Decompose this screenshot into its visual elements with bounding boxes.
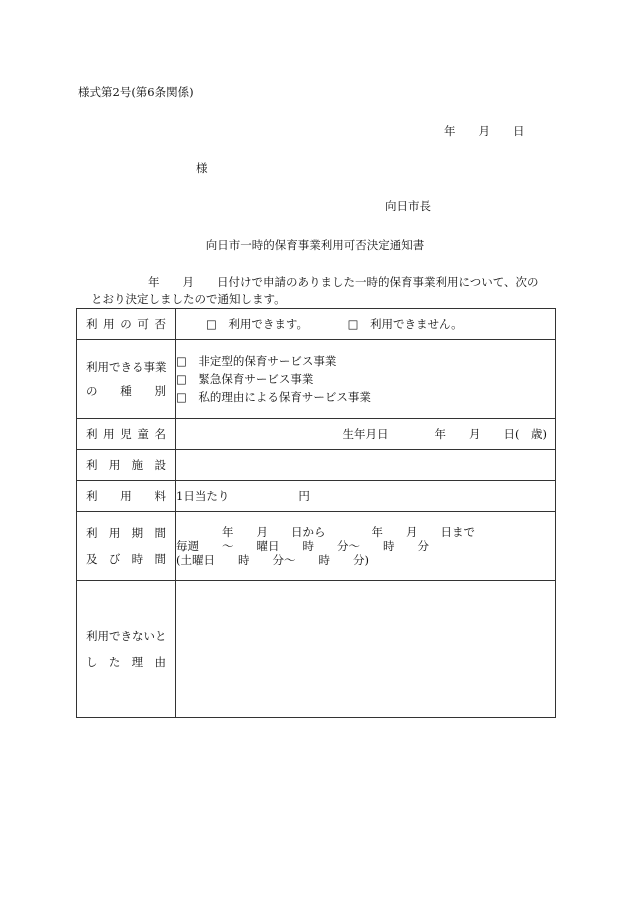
label-char: 別 [154, 384, 166, 398]
intro-line-2: とおり決定しましたので通知します。 [91, 292, 286, 306]
period-field[interactable] [176, 512, 556, 581]
label-char: 設 [154, 458, 166, 472]
label-char: 用 [103, 427, 115, 441]
addressee: 様 [196, 161, 208, 175]
label-char: 用 [108, 458, 121, 472]
saturday-hours-line: (土曜日 時 分～ 時 分) [176, 553, 369, 567]
table-row [77, 419, 556, 450]
facility-field[interactable] [176, 450, 556, 481]
label-char: 可 [137, 317, 149, 331]
label-char: 種 [120, 384, 132, 398]
label-char: 施 [131, 458, 144, 472]
label-char: 時 [131, 552, 144, 566]
weekly-hours-line: 毎週 ～ 曜日 時 分～ 時 分 [176, 539, 429, 553]
availability-value [176, 309, 556, 340]
label-char: 間 [154, 552, 166, 566]
label-char: 利 [86, 526, 98, 540]
types-label-line1: 利用できる事業 [86, 360, 167, 374]
label-char: 用 [120, 489, 132, 503]
label-char: の [86, 384, 98, 398]
label-char: 期 [131, 526, 144, 540]
table-row [77, 581, 556, 718]
type-option-checkbox[interactable]: □ 私的理由による保育サービス事業 [176, 390, 371, 404]
label-char: し [86, 655, 98, 669]
child-name-label [77, 419, 176, 450]
label-char: 及 [86, 552, 98, 566]
label-char: 理 [131, 655, 144, 669]
table-row [77, 450, 556, 481]
label-char: 用 [108, 526, 121, 540]
decision-table [76, 308, 556, 718]
table-row [77, 481, 556, 512]
label-char: 児 [120, 427, 132, 441]
form-number: 様式第2号(第6条関係) [78, 85, 194, 99]
period-label [77, 512, 176, 581]
label-char: の [120, 317, 132, 331]
document-title: 向日市一時的保育事業利用可否決定通知書 [205, 238, 425, 252]
table-row [77, 340, 556, 419]
label-char: 間 [154, 526, 166, 540]
label-char: 否 [154, 317, 166, 331]
label-char: 利 [86, 489, 98, 503]
reason-field[interactable] [176, 581, 556, 718]
label-char: 利 [86, 427, 98, 441]
fee-label [77, 481, 176, 512]
label-char: 料 [154, 489, 166, 503]
sender: 向日市長 [385, 199, 431, 213]
option-available-checkbox[interactable]: □ 利用できます。 [206, 317, 308, 331]
label-char: 名 [154, 427, 166, 441]
intro-line-1: 年 月 日付けで申請のありました一時的保育事業利用について、次の [148, 275, 539, 289]
label-char: 童 [137, 427, 149, 441]
label-char: 利 [86, 317, 98, 331]
label-char: 利 [86, 458, 98, 472]
table-row [77, 512, 556, 581]
types-label [77, 340, 176, 419]
table-row [77, 309, 556, 340]
birthdate-field: 生年月日 年 月 日( 歳) [342, 427, 547, 441]
fee-value: 1日当たり 円 [176, 489, 310, 503]
label-char: 由 [154, 655, 166, 669]
period-dates-line: 年 月 日から 年 月 日まで [176, 525, 475, 539]
types-value [176, 340, 556, 419]
label-char: た [108, 655, 121, 669]
label-char: 用 [103, 317, 115, 331]
availability-label [77, 309, 176, 340]
type-option-checkbox[interactable]: □ 非定型的保育サービス事業 [176, 354, 337, 368]
label-char: び [108, 552, 121, 566]
fee-field[interactable] [176, 481, 556, 512]
facility-label [77, 450, 176, 481]
reason-label [77, 581, 176, 718]
date-line: 年 月 日 [444, 124, 525, 138]
type-option-checkbox[interactable]: □ 緊急保育サービス事業 [176, 372, 314, 386]
reason-label-line1: 利用できないと [86, 629, 167, 643]
option-unavailable-checkbox[interactable]: □ 利用できません。 [347, 317, 463, 331]
child-name-field[interactable] [176, 419, 556, 450]
